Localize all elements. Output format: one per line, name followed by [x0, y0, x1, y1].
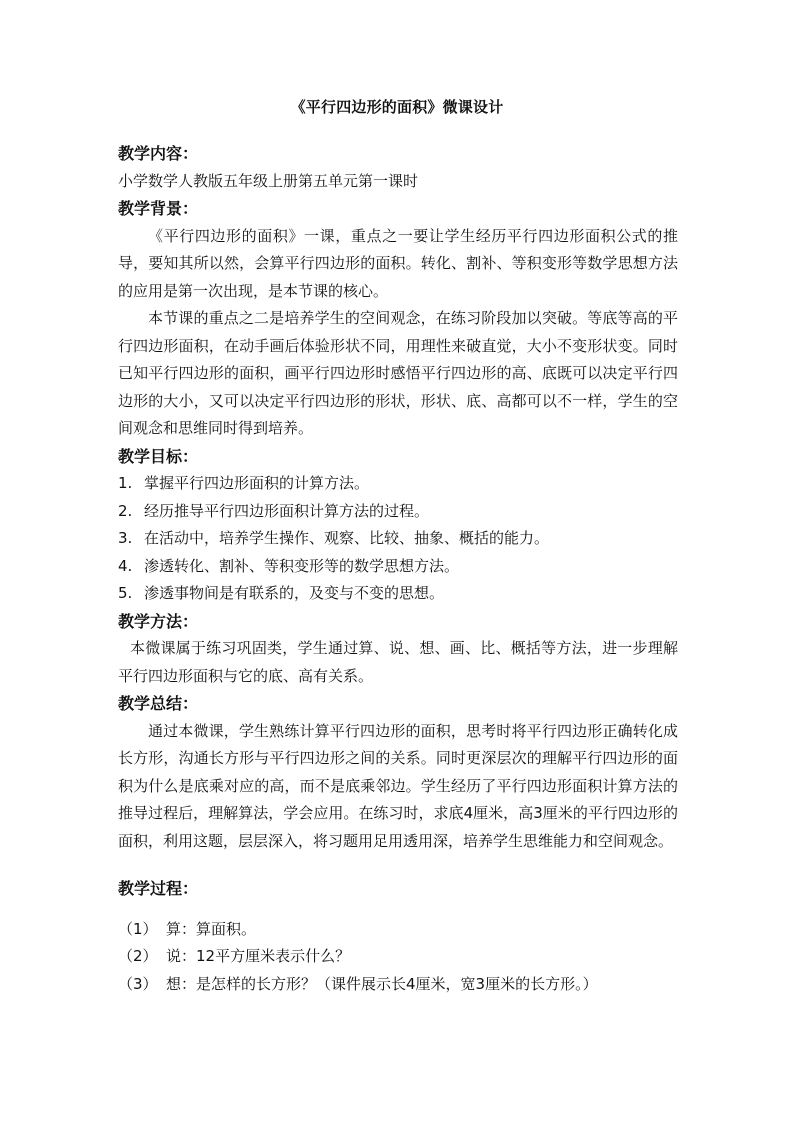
process-text: 想：是怎样的长方形？（课件展示长4厘米，宽3厘米的长方形。）: [166, 974, 598, 993]
goal-item: [118, 553, 678, 581]
spacer: [118, 855, 678, 875]
content-text: 小学数学人教版五年级上册第五单元第一课时: [118, 171, 419, 190]
background-paragraph-1: 《平行四边形的面积》一课，重点之一要让学生经历平行四边形面积公式的推导，要知其所以然，会算平行四边形的面积。转化、割补、等积变形等数学思想方法的应用是第一次出现，是本节课的核心。: [118, 226, 678, 300]
goal-number: 3.: [118, 529, 133, 547]
document-body: [118, 140, 678, 998]
goal-item: [118, 498, 678, 526]
process-text: 算：算面积。: [166, 919, 257, 938]
goal-number: 4.: [118, 556, 133, 575]
goal-item: [118, 470, 678, 498]
methods-heading: 教学方法：: [118, 611, 199, 631]
goal-text: 掌握平行四边形面积的计算方法。: [144, 474, 370, 492]
goal-number: 5.: [118, 584, 133, 602]
goal-text: 经历推导平行四边形面积计算方法的过程。: [144, 501, 430, 520]
spacer: [118, 903, 678, 916]
process-number: （3）: [118, 974, 158, 993]
summary-heading: 教学总结：: [118, 694, 199, 713]
goals-list: [118, 470, 678, 608]
process-number: （1）: [118, 919, 158, 938]
process-item: [118, 971, 678, 999]
goal-number: 2.: [118, 501, 133, 520]
goal-item: [118, 580, 678, 608]
process-item: [118, 916, 678, 944]
document-title: 《平行四边形的面积》微课设计: [290, 98, 504, 116]
process-item: [118, 943, 678, 971]
process-heading: 教学过程：: [118, 879, 199, 898]
goal-text: 渗透事物间是有联系的，及变与不变的思想。: [144, 584, 445, 602]
background-heading: 教学背景：: [118, 199, 199, 218]
process-number: （2）: [118, 947, 158, 965]
goals-heading: 教学目标：: [118, 446, 199, 466]
process-list: [118, 916, 678, 999]
goal-number: 1.: [118, 474, 133, 492]
goal-text: 渗透转化、割补、等积变形等的数学思想方法。: [144, 556, 460, 575]
background-paragraph-2: 本节课的重点之二是培养学生的空间观念，在练习阶段加以突破。等底等高的平行四边形面积，在动手画后体验形状不同，用理性来破直觉，大小不变形状变。同时已知平行四边形的面积，画平行四边形时感悟平行四边形的高、底既可以决定平行四边形的大小，又可以决定平行四边形的形状，形状、底、高都可以不一样，学生的空间观念和思维同时得到培养。: [118, 309, 678, 437]
process-text: 说：12平方厘米表示什么？: [166, 947, 351, 965]
content-heading: 教学内容：: [118, 144, 199, 163]
goal-text: 在活动中，培养学生操作、观察、比较、抽象、概括的能力。: [144, 529, 550, 547]
methods-text: 本微课属于练习巩固类，学生通过算、说、想、画、比、概括等方法，进一步理解平行四边形面积与它的底、高有关系。: [118, 639, 678, 685]
goal-item: [118, 525, 678, 553]
summary-text: 通过本微课，学生熟练计算平行四边形的面积，思考时将平行四边形正确转化成长方形，沟通长方形与平行四边形之间的关系。同时更深层次的理解平行四边形的面积为什么是底乘对应的高，而不是底乘邻边。学生经历了平行四边形面积计算方法的推导过程后，理解算法，学会应用。在练习时，求底4厘米，高3厘米的平行四边形的面积，利用这题，层层深入，将习题用足用透用深，培养学生思维能力和空间观念。: [118, 721, 678, 850]
